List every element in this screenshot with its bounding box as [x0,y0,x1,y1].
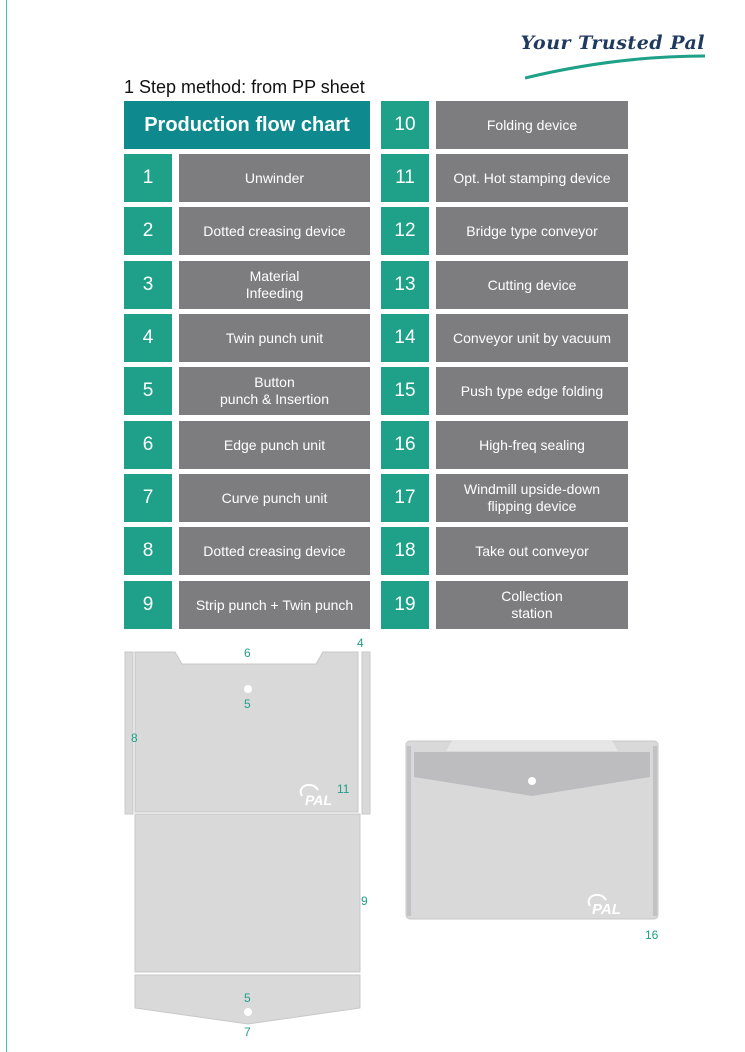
diagram-label: 6 [244,646,251,660]
step-label: Curve punch unit [179,474,370,522]
step-label: Unwinder [179,154,370,202]
step-number: 10 [381,101,429,149]
brand-tagline: Your Trusted Pal [520,32,705,54]
snap-button [528,777,536,785]
step-number: 5 [124,367,172,415]
diagram-label: 16 [645,928,659,942]
step-number: 17 [381,474,429,522]
seal-edge-right [653,746,657,916]
step-label: Take out conveyor [436,527,628,575]
pal-watermark-text: PAL [305,792,332,808]
step-label: Conveyor unit by vacuum [436,314,628,362]
chart-title: Production flow chart [124,101,370,149]
step-number: 9 [124,581,172,629]
step-label: Collection station [436,581,628,629]
step-label: Push type edge folding [436,367,628,415]
step-number: 4 [124,314,172,362]
step-number: 7 [124,474,172,522]
step-number: 16 [381,421,429,469]
diagram-label: 4 [357,636,364,650]
step-number: 1 [124,154,172,202]
diagram-label: 8 [131,731,138,745]
diagram-label: 9 [361,894,368,908]
step-number: 14 [381,314,429,362]
step-label: Bridge type conveyor [436,207,628,255]
step-number: 18 [381,527,429,575]
step-number: 3 [124,261,172,309]
step-label: Dotted creasing device [179,207,370,255]
step-label: Strip punch + Twin punch [179,581,370,629]
step-number: 15 [381,367,429,415]
step-number: 6 [124,421,172,469]
step-number: 13 [381,261,429,309]
step-label: Button punch & Insertion [179,367,370,415]
diagram-label: 5 [244,991,251,1005]
page-subtitle: 1 Step method: from PP sheet [124,77,365,97]
step-number: 12 [381,207,429,255]
step-label: Folding device [436,101,628,149]
step-label: Edge punch unit [179,421,370,469]
step-number: 11 [381,154,429,202]
step-number: 8 [124,527,172,575]
pal-watermark-text: PAL [592,901,621,918]
step-label: Material Infeeding [179,261,370,309]
step-label: High-freq sealing [436,421,628,469]
step-label: Dotted creasing device [179,527,370,575]
step-label: Windmill upside-down flipping device [436,474,628,522]
diagram-label: 5 [244,697,251,711]
diagram-label: 11 [337,782,350,796]
step-label: Twin punch unit [179,314,370,362]
step-number: 19 [381,581,429,629]
step-label: Cutting device [436,261,628,309]
diagram-label: 7 [244,1025,251,1039]
step-label: Opt. Hot stamping device [436,154,628,202]
seal-edge-left [407,746,411,916]
step-number: 2 [124,207,172,255]
